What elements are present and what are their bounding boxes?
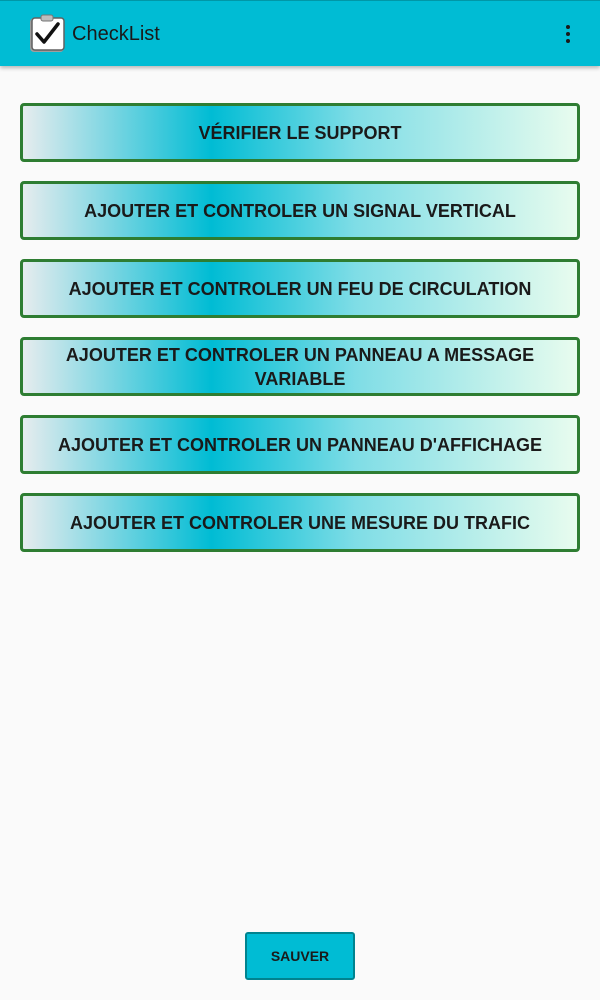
add-variable-message-panel-button[interactable]: AJOUTER ET CONTROLER UN PANNEAU A MESSAGE VARIABLE xyxy=(20,337,580,396)
checklist-button-list xyxy=(20,103,580,571)
checklist-icon xyxy=(28,14,68,54)
app-title: CheckList xyxy=(72,23,160,45)
verify-support-button[interactable]: VÉRIFIER LE SUPPORT xyxy=(20,103,580,162)
add-traffic-measurement-button[interactable]: AJOUTER ET CONTROLER UNE MESURE DU TRAFIC xyxy=(20,493,580,552)
add-vertical-signal-button[interactable]: AJOUTER ET CONTROLER UN SIGNAL VERTICAL xyxy=(20,181,580,240)
add-display-panel-button[interactable]: AJOUTER ET CONTROLER UN PANNEAU D'AFFICHAGE xyxy=(20,415,580,474)
add-traffic-light-button[interactable]: AJOUTER ET CONTROLER UN FEU DE CIRCULATION xyxy=(20,259,580,318)
action-bar xyxy=(0,0,600,66)
overflow-menu-icon[interactable] xyxy=(554,19,582,49)
save-button[interactable]: SAUVER xyxy=(245,932,355,980)
